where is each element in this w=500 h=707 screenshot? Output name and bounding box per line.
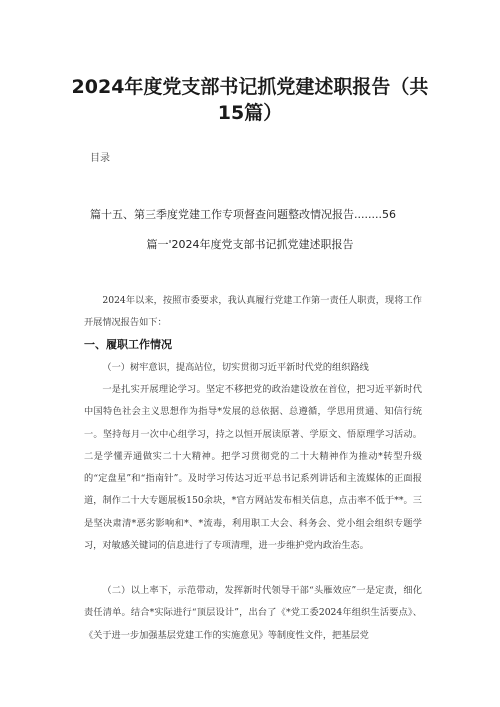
section-heading-1: 一、履职工作情况 [84, 338, 172, 351]
sub-heading-1: （一）树牢意识，提高站位，切实贯彻习近平新时代党的组织路线 [102, 362, 369, 373]
body-paragraph-2: （二）以上率下，示范带动，发挥新时代领导干部“头雁效应”一是定责，细化责任清单。结合*实际进行“顶层设计”，出台了《*党工委2024年组织生活要点》、《关于进一步加强基层党建工作的实施意见》等制度性文件，把基层党 [84, 585, 422, 641]
section-title: 篇一'2024年度党支部书记抓党建述职报告 [146, 238, 354, 251]
intro-paragraph: 2024年以来，按照市委要求，我认真履行党建工作第一责任人职责，现将工作开展情况报告如下： [84, 295, 422, 329]
document-title: 2024年度党支部书记抓党建述职报告（共15篇） [71, 76, 429, 124]
body-paragraph-1: 一是扎实开展理论学习。坚定不移把党的政治建设放在首位，把习近平新时代中国特色社会主义思想作为指导*发展的总依据、总遵循，学思用贯通、知信行统一。坚持每月一次中心组学习，持之以恒开展读原著、学原文、悟原理学习活动。二是学懂弄通做实二十大精神。把学习贯彻党的二十大精神作为推动*转型升级的“定盘星”和“指南针”。及时学习传达习近平总书记系列讲话和主流媒体的正面报道，制作二十大专题展板150余块，*官方网站发布相关信息，点击率不低于**。三是坚决肃清*恶劣影响和*、*流毒，利用职工大会、科务会、党小组会组织专题学习，对敏感关键词的信息进行了专项清理，进一步维护党内政治生态。 [84, 384, 422, 552]
toc-entry[interactable]: 篇十五、第三季度党建工作专项督查问题整改情况报告........56 [90, 208, 396, 221]
toc-label: 目录 [90, 153, 110, 164]
